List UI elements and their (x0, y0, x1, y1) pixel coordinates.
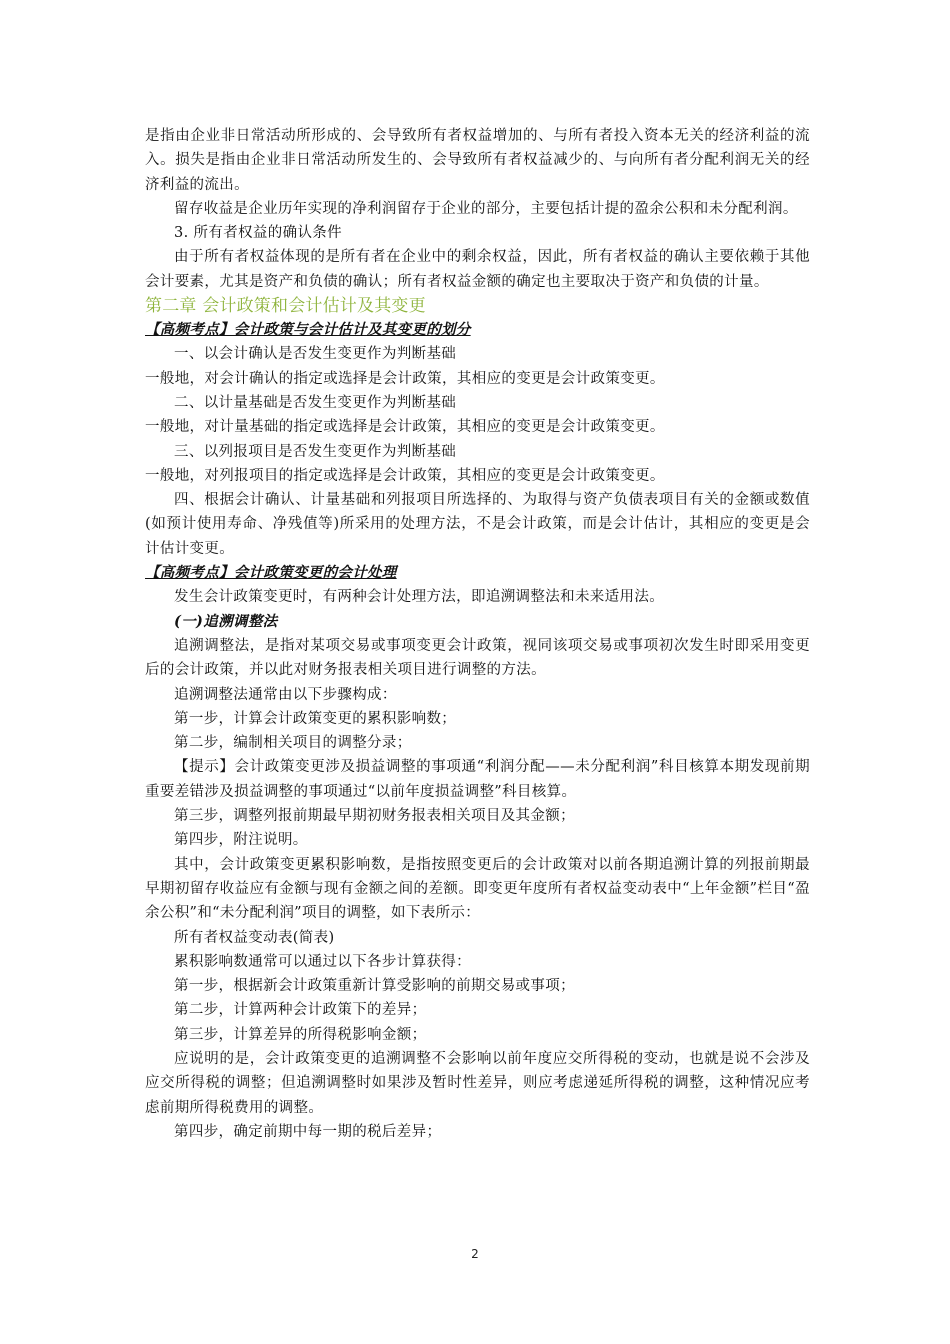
section-subheading: (一)追溯调整法 (174, 612, 278, 630)
paragraph: 第一步，根据新会计政策重新计算受影响的前期交易或事项； (174, 978, 575, 995)
paragraph: 第四步，附注说明。 (174, 832, 308, 849)
chapter-heading: 第二章 会计政策和会计估计及其变更 (145, 296, 426, 317)
paragraph: 留存收益是企业历年实现的净利润留存于企业的部分，主要包括计提的盈余公积和未分配利润。 (174, 200, 798, 217)
paragraph: 三、以列报项目是否发生变更作为判断基础 (174, 443, 457, 460)
key-point-heading: 【高频考点】会计政策与会计估计及其变更的划分 (145, 321, 471, 339)
paragraph: 追溯调整法通常由以下步骤构成： (174, 686, 397, 703)
paragraph: 四、根据会计确认、计量基础和列报项目所选择的、为取得与资产负债表项目有关的金额或数值(如预计使用寿命、净残值等)所采用的处理方法，不是会计政策，而是会计估计，其相应的变更是会计估计变更。 (145, 492, 810, 557)
paragraph: 追溯调整法，是指对某项交易或事项变更会计政策，视同该项交易或事项初次发生时即采用变更后的会计政策，并以此对财务报表相关项目进行调整的方法。 (145, 637, 810, 679)
paragraph: 一般地，对计量基础的指定或选择是会计政策，其相应的变更是会计政策变更。 (145, 419, 665, 436)
paragraph: 累积影响数通常可以通过以下各步计算获得： (174, 953, 471, 970)
page-number: 2 (471, 1247, 479, 1261)
paragraph: 由于所有者权益体现的是所有者在企业中的剩余权益，因此，所有者权益的确认主要依赖于其他会计要素，尤其是资产和负债的确认；所有者权益金额的确定也主要取决于资产和负债的计量。 (145, 249, 810, 290)
paragraph: 第四步，确定前期中每一期的税后差异； (174, 1123, 442, 1140)
table-caption: 所有者权益变动表(简表) (174, 929, 335, 946)
paragraph: 发生会计政策变更时，有两种会计处理方法，即追溯调整法和未来适用法。 (174, 589, 665, 606)
subheading: 3. 所有者权益的确认条件 (174, 225, 342, 242)
document-body (145, 124, 810, 1144)
paragraph: 一般地，对列报项目的指定或选择是会计政策，其相应的变更是会计政策变更。 (145, 467, 665, 484)
key-point-heading: 【高频考点】会计政策变更的会计处理 (145, 564, 397, 582)
tip-paragraph: 【提示】会计政策变更涉及损益调整的事项通“利润分配——未分配利润”科目核算本期发现前期重要差错涉及损益调整的事项通过“以前年度损益调整”科目核算。 (145, 759, 810, 800)
paragraph: 应说明的是，会计政策变更的追溯调整不会影响以前年度应交所得税的变动，也就是说不会涉及应交所得税的调整；但追溯调整时如果涉及暂时性差异，则应考虑递延所得税的调整，这种情况应考虑前期所得税费用的调整。 (145, 1050, 810, 1116)
paragraph: 第二步，编制相关项目的调整分录； (174, 735, 412, 752)
paragraph: 是指由企业非日常活动所形成的、会导致所有者权益增加的、与所有者投入资本无关的经济利益的流入。损失是指由企业非日常活动所发生的、会导致所有者权益减少的、与向所有者分配利润无关的经济利益的流出。 (145, 128, 810, 193)
paragraph: 一、以会计确认是否发生变更作为判断基础 (174, 346, 457, 363)
paragraph: 一般地，对会计确认的指定或选择是会计政策，其相应的变更是会计政策变更。 (145, 370, 665, 387)
paragraph: 第一步，计算会计政策变更的累积影响数； (174, 710, 457, 727)
paragraph: 第二步，计算两种会计政策下的差异； (174, 1002, 427, 1019)
paragraph: 第三步，计算差异的所得税影响金额； (174, 1026, 427, 1043)
paragraph: 第三步，调整列报前期最早期初财务报表相关项目及其金额； (174, 808, 575, 825)
paragraph: 二、以计量基础是否发生变更作为判断基础 (174, 394, 457, 411)
paragraph: 其中，会计政策变更累积影响数，是指按照变更后的会计政策对以前各期追溯计算的列报前期最早期初留存收益应有金额与现有金额之间的差额。即变更年度所有者权益变动表中“上年金额”栏目“盈余公积”和“未分配利润”项目的调整，如下表所示： (145, 856, 810, 922)
